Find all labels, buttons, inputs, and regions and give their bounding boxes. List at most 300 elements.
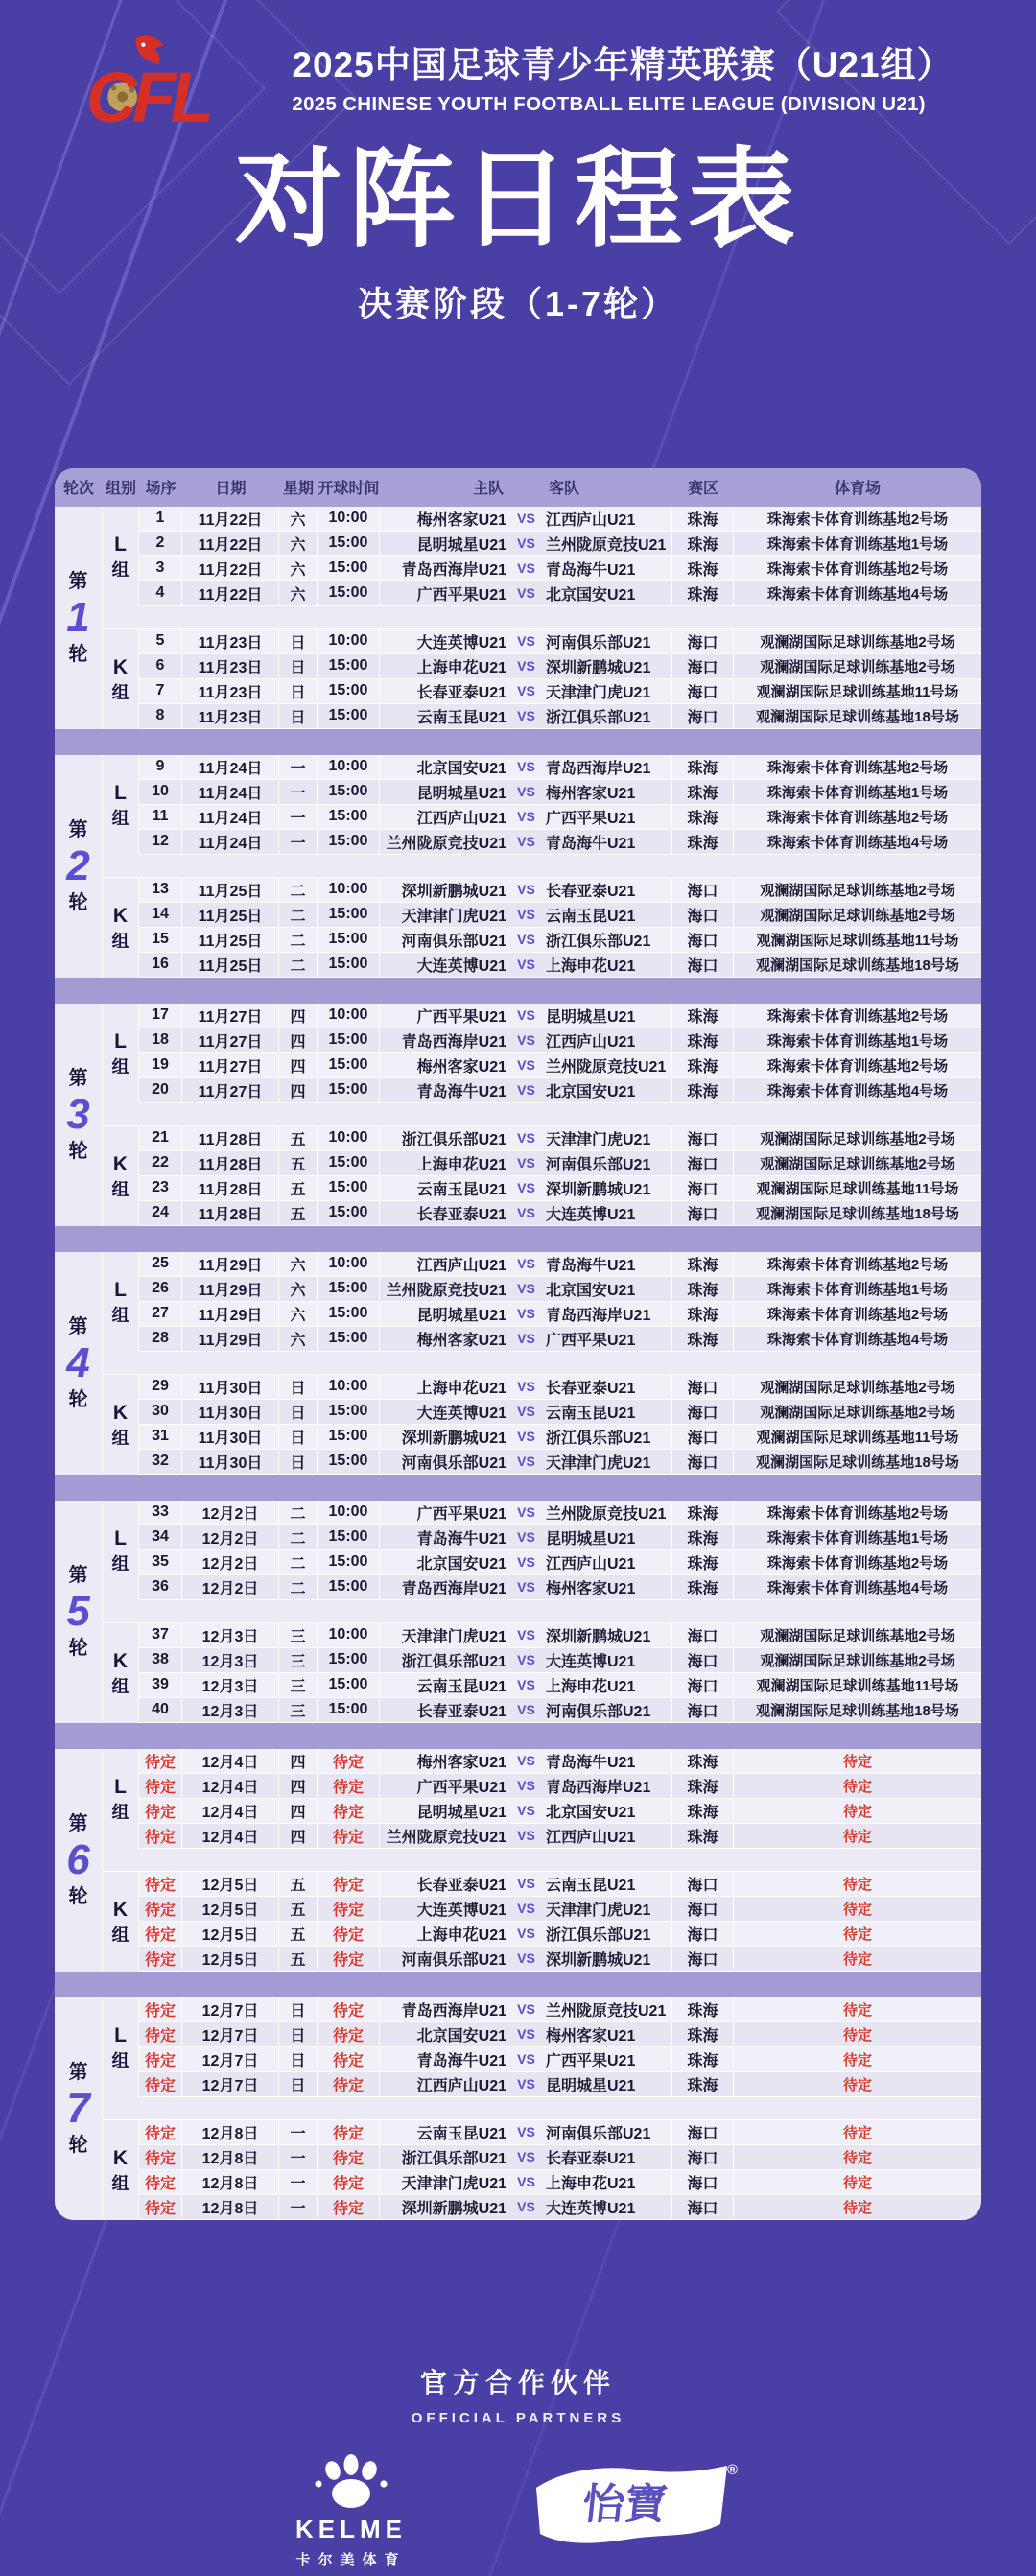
match-time: 10:00 [318, 755, 380, 780]
cfl-logo-text: CFL [86, 58, 209, 132]
vs-label: VS [511, 556, 541, 581]
group-letter: K [112, 655, 129, 678]
match-date: 11月25日 [182, 903, 279, 928]
match-time: 15:00 [318, 654, 380, 679]
vs-label: VS [511, 1575, 541, 1600]
group-suffix: 组 [111, 931, 130, 951]
match-no: 待定 [139, 1947, 182, 1972]
round-number: 5 [66, 1587, 90, 1635]
away-team: 梅州客家U21 [541, 2022, 672, 2047]
match-date: 11月28日 [182, 1176, 279, 1201]
vs-label: VS [511, 1252, 541, 1277]
home-team: 天津津门虎U21 [380, 903, 511, 928]
round-prefix: 第 [68, 818, 88, 840]
match-day: 日 [279, 1375, 318, 1400]
match-day: 五 [279, 1126, 318, 1151]
match-no: 待定 [139, 1774, 182, 1799]
match-no: 待定 [139, 1897, 182, 1922]
zone: 珠海 [672, 507, 734, 532]
league-titles [292, 45, 953, 116]
round-label [55, 1749, 103, 1972]
zone: 海口 [672, 878, 734, 903]
round-separator [55, 1475, 981, 1501]
away-team: 兰州陇原竞技U21 [541, 1053, 672, 1078]
match-no: 9 [139, 755, 182, 780]
home-team: 青岛海牛U21 [380, 2047, 511, 2072]
group-label [103, 1375, 139, 1475]
venue: 待定 [734, 2047, 981, 2072]
zone: 海口 [672, 1400, 734, 1425]
venue: 珠海索卡体育训练基地4号场 [734, 1575, 981, 1600]
venue: 待定 [734, 1922, 981, 1947]
match-date: 11月30日 [182, 1450, 279, 1475]
match-no: 7 [139, 679, 182, 704]
match-date: 12月5日 [182, 1872, 279, 1897]
away-team: 浙江俱乐部U21 [541, 928, 672, 953]
match-date: 11月23日 [182, 654, 279, 679]
match-no: 11 [139, 805, 182, 830]
match-day: 一 [279, 2195, 318, 2220]
match-no: 33 [139, 1501, 182, 1525]
match-date: 12月3日 [182, 1698, 279, 1723]
away-team: 河南俱乐部U21 [541, 2120, 672, 2145]
match-no: 30 [139, 1400, 182, 1425]
group-letter: L [114, 781, 127, 804]
away-team: 大连英博U21 [541, 1648, 672, 1673]
venue: 珠海索卡体育训练基地2号场 [734, 1501, 981, 1525]
match-no: 25 [139, 1252, 182, 1277]
venue: 待定 [734, 2170, 981, 2195]
zone: 珠海 [672, 1575, 734, 1600]
round-suffix: 轮 [68, 1388, 88, 1410]
venue: 观澜湖国际足球训练基地11号场 [734, 679, 981, 704]
match-day: 日 [279, 1450, 318, 1475]
round-prefix: 第 [68, 2061, 88, 2083]
zone: 珠海 [672, 1053, 734, 1078]
match-no: 40 [139, 1698, 182, 1723]
match-day: 日 [279, 2047, 318, 2072]
match-time: 10:00 [318, 1623, 380, 1648]
match-day: 三 [279, 1623, 318, 1648]
match-time: 待定 [318, 1774, 380, 1799]
match-no: 36 [139, 1575, 182, 1600]
home-team: 青岛海牛U21 [380, 1078, 511, 1103]
vs-label: VS [511, 1327, 541, 1352]
home-team: 青岛西海岸U21 [380, 1028, 511, 1053]
group-spacer [103, 606, 981, 629]
match-time: 15:00 [318, 1078, 380, 1103]
vs-label: VS [511, 1375, 541, 1400]
zone: 海口 [672, 2170, 734, 2195]
match-day: 五 [279, 1947, 318, 1972]
away-team: 青岛西海岸U21 [541, 755, 672, 780]
group-label [103, 507, 139, 606]
match-date: 11月29日 [182, 1302, 279, 1327]
match-date: 12月4日 [182, 1824, 279, 1849]
zone: 珠海 [672, 1302, 734, 1327]
zone: 海口 [672, 1648, 734, 1673]
match-day: 五 [279, 1201, 318, 1226]
round-suffix: 轮 [68, 1885, 88, 1907]
venue: 观澜湖国际足球训练基地11号场 [734, 1176, 981, 1201]
match-day: 一 [279, 2145, 318, 2170]
round-label [55, 1252, 103, 1475]
away-team: 深圳新鹏城U21 [541, 654, 672, 679]
vs-label: VS [511, 1277, 541, 1302]
vs-label: VS [511, 532, 541, 556]
match-day: 六 [279, 581, 318, 606]
match-time: 15:00 [318, 1648, 380, 1673]
match-day: 二 [279, 1501, 318, 1525]
zone: 珠海 [672, 1327, 734, 1352]
round-label [55, 1501, 103, 1723]
venue: 观澜湖国际足球训练基地2号场 [734, 1126, 981, 1151]
match-no: 10 [139, 780, 182, 805]
vs-label: VS [511, 654, 541, 679]
vs-label: VS [511, 1648, 541, 1673]
zone: 珠海 [672, 755, 734, 780]
zone: 海口 [672, 1897, 734, 1922]
match-day: 四 [279, 1749, 318, 1774]
away-team: 河南俱乐部U21 [541, 629, 672, 654]
home-team: 北京国安U21 [380, 2022, 511, 2047]
match-time: 待定 [318, 1749, 380, 1774]
match-day: 二 [279, 1575, 318, 1600]
zone: 珠海 [672, 830, 734, 855]
group-label [103, 1126, 139, 1226]
venue: 珠海索卡体育训练基地2号场 [734, 1004, 981, 1028]
zone: 海口 [672, 704, 734, 729]
page-subtitle: 决赛阶段（1-7轮） [357, 283, 679, 323]
group-label [103, 755, 139, 855]
match-day: 五 [279, 1922, 318, 1947]
venue: 珠海索卡体育训练基地4号场 [734, 1078, 981, 1103]
vs-label: VS [511, 581, 541, 606]
venue: 珠海索卡体育训练基地1号场 [734, 780, 981, 805]
zone: 珠海 [672, 1550, 734, 1575]
match-time: 待定 [318, 2022, 380, 2047]
match-no: 34 [139, 1525, 182, 1550]
vs-label: VS [511, 1799, 541, 1824]
venue: 珠海索卡体育训练基地4号场 [734, 830, 981, 855]
home-team: 兰州陇原竞技U21 [380, 1277, 511, 1302]
match-time: 15:00 [318, 928, 380, 953]
match-day: 二 [279, 878, 318, 903]
match-time: 待定 [318, 2120, 380, 2145]
venue: 待定 [734, 2072, 981, 2097]
away-team: 长春亚泰U21 [541, 1375, 672, 1400]
home-team: 梅州客家U21 [380, 1327, 511, 1352]
match-time: 10:00 [318, 1375, 380, 1400]
match-day: 五 [279, 1897, 318, 1922]
match-day: 四 [279, 1078, 318, 1103]
match-no: 8 [139, 704, 182, 729]
vs-label: VS [511, 1201, 541, 1226]
away-team: 兰州陇原竞技U21 [541, 1997, 672, 2022]
match-no: 5 [139, 629, 182, 654]
match-date: 12月5日 [182, 1922, 279, 1947]
match-date: 11月25日 [182, 953, 279, 978]
round-suffix: 轮 [68, 891, 88, 913]
match-day: 日 [279, 704, 318, 729]
zone: 珠海 [672, 581, 734, 606]
vs-label: VS [511, 1028, 541, 1053]
venue: 待定 [734, 1897, 981, 1922]
away-team: 浙江俱乐部U21 [541, 704, 672, 729]
zone: 海口 [672, 1698, 734, 1723]
round-separator [55, 1226, 981, 1252]
match-time: 10:00 [318, 507, 380, 532]
home-team: 长春亚泰U21 [380, 1201, 511, 1226]
zone: 海口 [672, 1673, 734, 1698]
away-team: 云南玉昆U21 [541, 1400, 672, 1425]
kelme-name-cn: 卡尔美体育 [295, 2551, 407, 2568]
match-date: 11月22日 [182, 507, 279, 532]
away-team: 深圳新鹏城U21 [541, 1947, 672, 1972]
away-team: 北京国安U21 [541, 1277, 672, 1302]
vs-label: VS [511, 1947, 541, 1972]
match-day: 二 [279, 953, 318, 978]
vs-label: VS [511, 1400, 541, 1425]
match-no: 27 [139, 1302, 182, 1327]
home-team: 大连英博U21 [380, 1897, 511, 1922]
venue: 观澜湖国际足球训练基地18号场 [734, 953, 981, 978]
home-team: 大连英博U21 [380, 1400, 511, 1425]
match-date: 12月5日 [182, 1947, 279, 1972]
vs-label: VS [511, 1078, 541, 1103]
venue: 观澜湖国际足球训练基地11号场 [734, 928, 981, 953]
group-label [103, 1004, 139, 1103]
match-day: 一 [279, 830, 318, 855]
match-time: 15:00 [318, 1327, 380, 1352]
group-letter: L [114, 532, 127, 555]
zone: 海口 [672, 1922, 734, 1947]
match-time: 15:00 [318, 679, 380, 704]
home-team: 云南玉昆U21 [380, 2120, 511, 2145]
match-date: 12月3日 [182, 1623, 279, 1648]
match-date: 11月30日 [182, 1400, 279, 1425]
schedule-table [55, 468, 981, 2220]
venue: 待定 [734, 1824, 981, 1849]
registered-mark: ® [727, 2461, 739, 2478]
match-time: 15:00 [318, 581, 380, 606]
match-date: 12月2日 [182, 1525, 279, 1550]
group-spacer [103, 1600, 981, 1623]
venue: 珠海索卡体育训练基地1号场 [734, 1277, 981, 1302]
match-date: 11月24日 [182, 780, 279, 805]
zone: 珠海 [672, 1004, 734, 1028]
match-day: 二 [279, 928, 318, 953]
match-time: 15:00 [318, 1053, 380, 1078]
venue: 待定 [734, 1749, 981, 1774]
match-day: 一 [279, 755, 318, 780]
match-time: 10:00 [318, 1252, 380, 1277]
match-no: 26 [139, 1277, 182, 1302]
match-date: 11月28日 [182, 1126, 279, 1151]
zone: 珠海 [672, 532, 734, 556]
group-suffix: 组 [111, 559, 130, 579]
zone: 海口 [672, 1151, 734, 1176]
venue: 待定 [734, 2120, 981, 2145]
venue: 观澜湖国际足球训练基地2号场 [734, 878, 981, 903]
zone: 海口 [672, 1176, 734, 1201]
home-team: 河南俱乐部U21 [380, 928, 511, 953]
venue: 待定 [734, 1774, 981, 1799]
home-team: 长春亚泰U21 [380, 1872, 511, 1897]
away-team: 梅州客家U21 [541, 1575, 672, 1600]
group-letter: L [114, 1526, 127, 1549]
match-date: 12月7日 [182, 2022, 279, 2047]
venue: 待定 [734, 2022, 981, 2047]
away-team: 广西平果U21 [541, 805, 672, 830]
match-day: 二 [279, 903, 318, 928]
col-header-away: 客队 [549, 481, 580, 498]
match-time: 15:00 [318, 830, 380, 855]
venue: 观澜湖国际足球训练基地18号场 [734, 704, 981, 729]
match-date: 12月8日 [182, 2195, 279, 2220]
round-separator [55, 729, 981, 755]
away-team: 广西平果U21 [541, 1327, 672, 1352]
home-team: 大连英博U21 [380, 953, 511, 978]
match-day: 四 [279, 1799, 318, 1824]
group-label [103, 878, 139, 978]
round-suffix: 轮 [68, 1140, 88, 1162]
match-date: 12月2日 [182, 1550, 279, 1575]
match-no: 3 [139, 556, 182, 581]
venue: 观澜湖国际足球训练基地2号场 [734, 1151, 981, 1176]
round-block [55, 1004, 981, 1226]
match-time: 15:00 [318, 1151, 380, 1176]
match-time: 待定 [318, 1799, 380, 1824]
round-suffix: 轮 [68, 1637, 88, 1659]
match-date: 11月24日 [182, 755, 279, 780]
match-time: 15:00 [318, 1673, 380, 1698]
home-team: 上海申花U21 [380, 1922, 511, 1947]
venue: 观澜湖国际足球训练基地18号场 [734, 1450, 981, 1475]
group-letter: K [112, 2146, 129, 2169]
away-team: 天津津门虎U21 [541, 1126, 672, 1151]
round-number: 3 [66, 1090, 90, 1138]
match-time: 15:00 [318, 953, 380, 978]
round-block [55, 507, 981, 729]
home-team: 天津津门虎U21 [380, 2170, 511, 2195]
match-day: 日 [279, 629, 318, 654]
match-no: 4 [139, 581, 182, 606]
match-time: 15:00 [318, 805, 380, 830]
group-label [103, 1252, 139, 1352]
round-suffix: 轮 [68, 2134, 88, 2156]
group-suffix: 组 [111, 1802, 130, 1822]
home-team: 昆明城星U21 [380, 532, 511, 556]
home-team: 青岛西海岸U21 [380, 556, 511, 581]
match-time: 15:00 [318, 1302, 380, 1327]
away-team: 青岛海牛U21 [541, 1252, 672, 1277]
match-no: 28 [139, 1327, 182, 1352]
group-suffix: 组 [111, 1676, 130, 1696]
match-no: 待定 [139, 2047, 182, 2072]
group-letter: L [114, 1029, 127, 1052]
home-team: 大连英博U21 [380, 629, 511, 654]
home-team: 浙江俱乐部U21 [380, 1648, 511, 1673]
venue: 观澜湖国际足球训练基地18号场 [734, 1698, 981, 1723]
home-team: 深圳新鹏城U21 [380, 878, 511, 903]
home-team: 梅州客家U21 [380, 1053, 511, 1078]
group-suffix: 组 [111, 2050, 130, 2070]
away-team: 浙江俱乐部U21 [541, 1425, 672, 1450]
away-team: 长春亚泰U21 [541, 878, 672, 903]
home-team: 广西平果U21 [380, 581, 511, 606]
vs-label: VS [511, 953, 541, 978]
match-time: 待定 [318, 1947, 380, 1972]
group-letter: K [112, 1401, 129, 1424]
match-time: 10:00 [318, 629, 380, 654]
venue: 待定 [734, 1947, 981, 1972]
match-date: 11月24日 [182, 830, 279, 855]
group-suffix: 组 [111, 2173, 130, 2193]
venue: 珠海索卡体育训练基地2号场 [734, 755, 981, 780]
match-date: 11月27日 [182, 1004, 279, 1028]
cestbon-name: 怡寶 [579, 2481, 670, 2528]
group-suffix: 组 [111, 808, 130, 828]
col-header-home: 主队 [472, 481, 504, 498]
match-no: 1 [139, 507, 182, 532]
match-time: 15:00 [318, 780, 380, 805]
match-time: 待定 [318, 1824, 380, 1849]
venue: 待定 [734, 1997, 981, 2022]
vs-label: VS [511, 1450, 541, 1475]
home-team: 云南玉昆U21 [380, 1176, 511, 1201]
home-team: 云南玉昆U21 [380, 1673, 511, 1698]
zone: 珠海 [672, 1078, 734, 1103]
home-team: 广西平果U21 [380, 1004, 511, 1028]
partners-title-en: OFFICIAL PARTNERS [411, 2409, 625, 2426]
match-day: 三 [279, 1673, 318, 1698]
round-block [55, 1252, 981, 1475]
cestbon-flag-icon [531, 2461, 741, 2557]
vs-label: VS [511, 1525, 541, 1550]
match-day: 五 [279, 1176, 318, 1201]
home-team: 长春亚泰U21 [380, 1698, 511, 1723]
zone: 海口 [672, 2120, 734, 2145]
match-no: 6 [139, 654, 182, 679]
vs-label: VS [511, 1126, 541, 1151]
group-letter: K [112, 904, 129, 927]
match-no: 待定 [139, 1872, 182, 1897]
venue: 珠海索卡体育训练基地2号场 [734, 1053, 981, 1078]
match-date: 12月7日 [182, 1997, 279, 2022]
venue: 待定 [734, 1872, 981, 1897]
match-date: 11月22日 [182, 581, 279, 606]
venue: 珠海索卡体育训练基地1号场 [734, 1525, 981, 1550]
away-team: 梅州客家U21 [541, 780, 672, 805]
group-spacer [103, 1103, 981, 1126]
vs-label: VS [511, 2022, 541, 2047]
col-header-kickoff: 开球时间 [318, 481, 380, 498]
col-header-group: 组别 [105, 481, 136, 498]
match-time: 15:00 [318, 1425, 380, 1450]
round-prefix: 第 [68, 1564, 88, 1586]
away-team: 广西平果U21 [541, 2047, 672, 2072]
match-no: 待定 [139, 2022, 182, 2047]
match-time: 15:00 [318, 1201, 380, 1226]
match-no: 35 [139, 1550, 182, 1575]
league-title-cn: 2025中国足球青少年精英联赛（U21组） [292, 45, 954, 85]
match-no: 16 [139, 953, 182, 978]
match-date: 12月3日 [182, 1673, 279, 1698]
venue: 待定 [734, 2195, 981, 2220]
vs-label: VS [511, 2047, 541, 2072]
venue: 观澜湖国际足球训练基地2号场 [734, 1375, 981, 1400]
